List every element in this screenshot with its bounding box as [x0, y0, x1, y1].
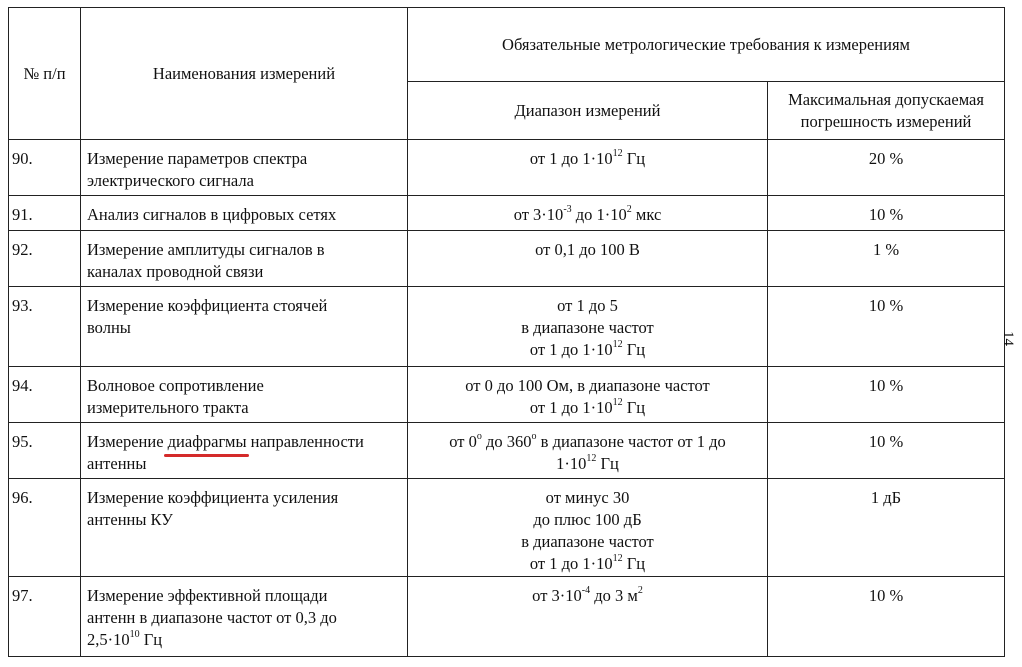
- row-number: 97.: [9, 577, 81, 657]
- measurement-name: [81, 423, 408, 479]
- measurement-range: [408, 479, 768, 577]
- measurement-range: [408, 287, 768, 367]
- table-row: [9, 196, 1005, 231]
- range-line: от минус 30: [545, 488, 630, 507]
- name-line: Анализ сигналов в цифровых сетях: [87, 205, 337, 224]
- measurement-name: [81, 577, 408, 657]
- header-measurement-name: Наименования измерений: [81, 8, 408, 140]
- measurement-name: [81, 196, 408, 231]
- range-line: от 1 до 5: [557, 296, 618, 315]
- name-line: каналах проводной связи: [87, 262, 264, 281]
- name-line: $2,5\cdot 10^{10}$ Гц: [87, 628, 163, 649]
- name-line: антенны КУ: [87, 510, 173, 529]
- row-number: 94.: [9, 367, 81, 423]
- name-line: измерительного тракта: [87, 398, 249, 417]
- range-line: от 0 до 100 Ом, в диапазоне частот: [465, 376, 710, 395]
- measurement-name: [81, 479, 408, 577]
- name-line: Измерение диафрагмы направленности: [87, 432, 364, 451]
- header-number: № п/п: [9, 8, 81, 140]
- red-underline-highlight: диафрагмы: [167, 432, 247, 451]
- range-line: от 1 до $1\cdot 10^{12}$ Гц: [529, 338, 646, 359]
- row-number: 92.: [9, 231, 81, 287]
- range-line: от 0,1 до 100 В: [535, 240, 640, 259]
- header-range: Диапазон измерений: [408, 82, 768, 140]
- measurement-range: [408, 140, 768, 196]
- name-line: Измерение эффективной площади: [87, 586, 328, 605]
- header-max-error-line1: Максимальная допускаемая: [788, 89, 984, 109]
- name-line: Измерение параметров спектра: [87, 149, 308, 168]
- row-number: 91.: [9, 196, 81, 231]
- range-line: в диапазоне частот: [521, 532, 654, 551]
- measurement-range: [408, 367, 768, 423]
- measurement-range: [408, 196, 768, 231]
- table-row: [9, 231, 1005, 287]
- range-line: до плюс 100 дБ: [533, 510, 642, 529]
- header-max-error-line2: погрешность измерений: [800, 111, 972, 131]
- measurement-range: [408, 231, 768, 287]
- measurement-range: [408, 423, 768, 479]
- range-line: в диапазоне частот: [521, 318, 654, 337]
- table-row: [9, 577, 1005, 657]
- measurement-range: [408, 577, 768, 657]
- name-line: электрического сигнала: [87, 171, 254, 190]
- range-line: от 1 до $1\cdot 10^{12}$ Гц: [529, 147, 646, 168]
- name-line: волны: [87, 318, 131, 337]
- range-line: от 1 до $1\cdot 10^{12}$ Гц: [529, 552, 646, 573]
- row-number: 93.: [9, 287, 81, 367]
- name-line: Измерение коэффициента усиления: [87, 488, 339, 507]
- row-number: 95.: [9, 423, 81, 479]
- measurement-name: [81, 367, 408, 423]
- measurement-name: [81, 231, 408, 287]
- measurements-table: [8, 7, 1005, 657]
- name-line: Волновое сопротивление: [87, 376, 264, 395]
- range-line: от 1 до $1\cdot 10^{12}$ Гц: [529, 396, 646, 417]
- max-error: 10 %: [768, 287, 1005, 367]
- table-row: [9, 287, 1005, 367]
- name-line: Измерение коэффициента стоячей: [87, 296, 328, 315]
- max-error: 10 %: [768, 423, 1005, 479]
- header-max-error: [768, 82, 1005, 140]
- table-row: [9, 479, 1005, 577]
- max-error: 10 %: [768, 196, 1005, 231]
- table-row: [9, 367, 1005, 423]
- measurement-name: [81, 287, 408, 367]
- max-error: 10 %: [768, 577, 1005, 657]
- max-error: 1 %: [768, 231, 1005, 287]
- name-line: антенны: [87, 454, 147, 473]
- header-requirements: Обязательные метрологические требования к измерениям: [408, 8, 1005, 82]
- range-line: от $3\cdot 10^{-3}$ до $1\cdot 10^2$ мкс: [513, 203, 662, 224]
- measurement-name: [81, 140, 408, 196]
- max-error: 10 %: [768, 367, 1005, 423]
- table-row: [9, 140, 1005, 196]
- name-line: антенн в диапазоне частот от 0,3 до: [87, 608, 337, 627]
- table-row: [9, 423, 1005, 479]
- row-number: 96.: [9, 479, 81, 577]
- page-number: 14: [1000, 331, 1016, 346]
- range-line: от $3\cdot 10^{-4}$ до 3 $м^2$: [532, 584, 643, 605]
- range-line: $1\cdot 10^{12}$ Гц: [556, 452, 619, 473]
- row-number: 90.: [9, 140, 81, 196]
- name-line: Измерение амплитуды сигналов в: [87, 240, 325, 259]
- max-error: 20 %: [768, 140, 1005, 196]
- range-line: от $0^о$ до $360^о$ в диапазоне частот от 1 до: [449, 430, 726, 451]
- max-error: 1 дБ: [768, 479, 1005, 577]
